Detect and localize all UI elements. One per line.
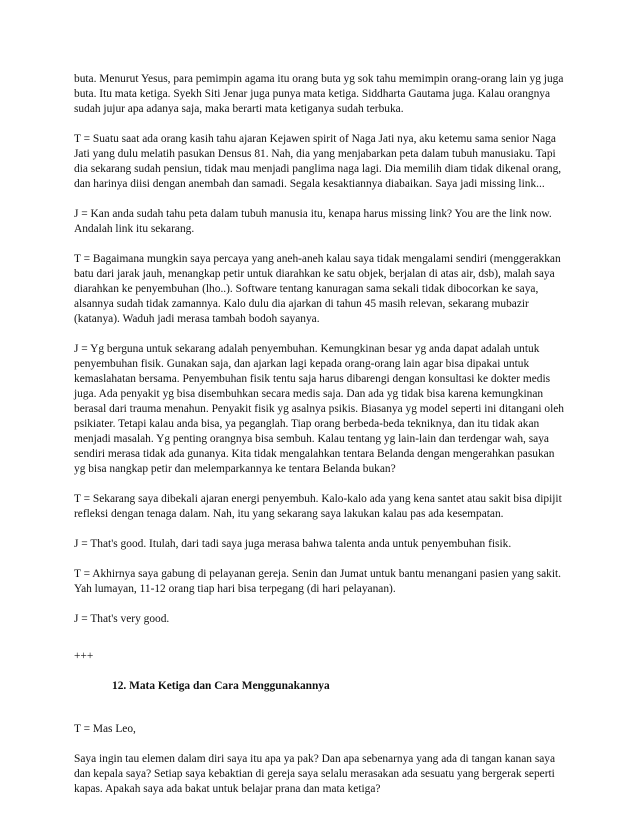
paragraph-answer-penyembuhan: J = Yg berguna untuk sekarang adalah penyembuhan. Kemungkinan besar yg anda dapat adalah untuk penyembuhan fisik. Gunakan saja, dan ajarkan lagi kepada orang-orang lain agar bisa dipakai untuk kemaslahatan bersama. Penyembuhan fisik tentu saja harus dibarengi dengan konsultasi ke dokter medis juga. Ada penyakit yg bisa disembuhkan secara medis saja. Dan ada yg tidak bisa karena kemungkinan berasal dari trauma menahun. Penyakit fisik yg asalnya psikis. Biasanya yg model seperti ini ditangani oleh psikiater. Tetapi kalau anda bisa, ya peganglah. Tiap orang berbeda-beda tekniknya, dan itu tidak akan menjadi masalah. Yg penting orangnya bisa sembuh. Kalau tentang yg lain-lain dan terdengar wah, saya sendiri merasa tidak ada gunanya. Kita tidak mengalahkan tentara Belanda dengan mengerahkan pasukan yg bisa nangkap petir dan melemparkannya ke tentara Belanda bukan? [74,343,564,475]
paragraph-question-kanuragan: T = Bagaimana mungkin saya percaya yang aneh-aneh kalau saya tidak mengalami sendiri (menggerakkan batu dari jarak jauh, menangkap petir untuk diarahkan ke satu objek, berjalan di atas air, dsb), malah saya diarahkan ke penyembuhan (lho..). Software tentang kanuragan sama sekali tidak dibocorkan ke saya, alsannya sudah tidak zamannya. Kalo dulu dia ajarkan di tahun 45 masih relevan, sekarang mubazir (katanya). Waduh jadi merasa tambah bodoh sayanya. [74,253,561,325]
paragraph-question-naga-jati: T = Suatu saat ada orang kasih tahu ajaran Kejawen spirit of Naga Jati nya, aku ketemu sama senior Naga Jati yang dulu melatih pasukan Densus 81. Nah, dia yang menjabarkan peta dalam tubuh manusiaku. Tapi dia sekarang sudah pensiun, tidak mau menjadi panglima naga lagi. Dia memilih diam tidak dikenal orang, dan harinya diisi dengan anembah dan samadi. Segala kesaktiannya diabaikan. Saya jadi missing link... [74,133,562,190]
paragraph-answer-good: J = That's good. Itulah, dari tadi saya juga merasa bahwa talenta anda untuk penyembuhan fisik. [74,538,512,550]
paragraph-intro: buta. Menurut Yesus, para pemimpin agama itu orang buta yg sok tahu memimpin orang-orang lain yg juga buta. Itu mata ketiga. Syekh Siti Jenar juga punya mata ketiga. Siddharta Gautama juga. Kalau orangnya sudah jujur apa adanya saja, maka berarti mata ketiganya sudah terbuka. [74,73,564,115]
paragraph-answer-very-good: J = That's very good. [74,613,170,625]
paragraph-question-gereja: T = Akhirnya saya gabung di pelayanan gereja. Senin dan Jumat untuk bantu menangani pasien yang sakit. Yah lumayan, 11-12 orang tiap hari bisa terpegang (di hari pelayanan). [74,568,562,595]
paragraph-answer-missing-link: J = Kan anda sudah tahu peta dalam tubuh manusia itu, kenapa harus missing link? You are the link now. Andalah link itu sekarang. [74,208,552,235]
section-separator: +++ [74,650,94,662]
paragraph-question-energi: T = Sekarang saya dibekali ajaran energi penyembuh. Kalo-kalo ada yang kena santet atau sakit bisa dipijit refleksi dengan tenaga dalam. Nah, itu yang sekarang saya lakukan kalau pas ada kesempatan. [74,493,562,520]
section-heading: 12. Mata Ketiga dan Cara Menggunakannya [112,680,330,692]
paragraph-question-elemen: Saya ingin tau elemen dalam diri saya itu apa ya pak? Dan apa sebenarnya yang ada di tangan kanan saya dan kepala saya? Setiap saya kebaktian di gereja saya selalu merasakan ada sesuatu yang bergerak seperti kapas. Apakah saya ada bakat untuk belajar prana dan mata ketiga? [74,753,556,795]
document-page [74,72,568,812]
paragraph-salutation: T = Mas Leo, [74,723,136,735]
